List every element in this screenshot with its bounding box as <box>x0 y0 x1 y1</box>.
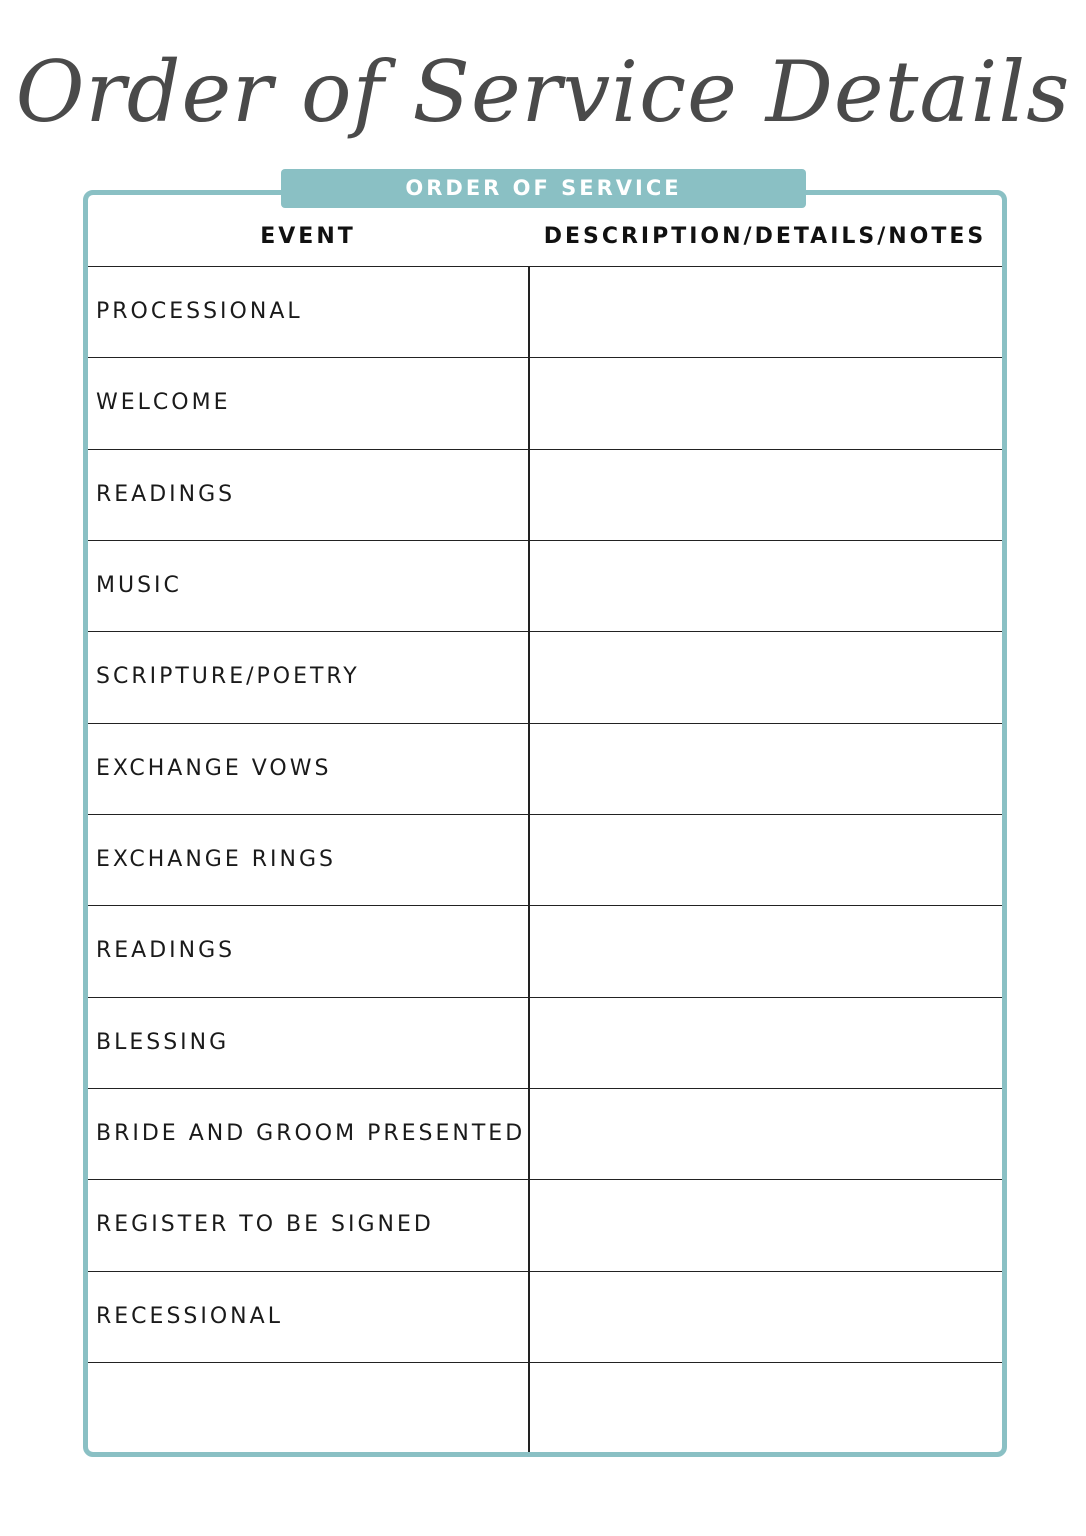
event-cell: EXCHANGE VOWS <box>96 755 332 781</box>
notes-cell[interactable] <box>528 724 1002 814</box>
table-row <box>88 1362 1002 1453</box>
table-row <box>88 266 1002 357</box>
table-body <box>88 266 1002 1453</box>
table-row <box>88 997 1002 1088</box>
notes-cell[interactable] <box>528 815 1002 905</box>
event-cell: RECESSIONAL <box>96 1303 283 1329</box>
event-cell: READINGS <box>96 938 236 964</box>
event-cell: READINGS <box>96 481 236 507</box>
table-row <box>88 814 1002 905</box>
event-cell: REGISTER TO BE SIGNED <box>96 1212 434 1238</box>
table-row <box>88 1179 1002 1270</box>
notes-cell[interactable] <box>528 450 1002 540</box>
notes-cell[interactable] <box>528 1363 1002 1453</box>
header-description: DESCRIPTION/DETAILS/NOTES <box>543 224 987 249</box>
page-title: Order of Service Details <box>15 43 1071 141</box>
table-row <box>88 357 1002 448</box>
event-cell: BLESSING <box>96 1029 230 1055</box>
table-row <box>88 905 1002 996</box>
table-row <box>88 540 1002 631</box>
table-row <box>88 723 1002 814</box>
notes-cell[interactable] <box>528 541 1002 631</box>
event-cell: SCRIPTURE/POETRY <box>96 664 360 690</box>
notes-cell[interactable] <box>528 1089 1002 1179</box>
event-cell: PROCESSIONAL <box>96 299 303 324</box>
notes-cell[interactable] <box>528 267 1002 357</box>
event-cell: BRIDE AND GROOM PRESENTED <box>96 1120 526 1146</box>
table-row <box>88 1271 1002 1362</box>
notes-cell[interactable] <box>528 632 1002 722</box>
event-cell: WELCOME <box>96 390 231 416</box>
notes-cell[interactable] <box>528 906 1002 996</box>
event-cell: MUSIC <box>96 572 182 598</box>
notes-cell[interactable] <box>528 358 1002 448</box>
order-table-frame <box>83 190 1007 1457</box>
section-banner: ORDER OF SERVICE <box>281 169 806 208</box>
notes-cell[interactable] <box>528 998 1002 1088</box>
header-event: EVENT <box>260 224 356 249</box>
table-row <box>88 631 1002 722</box>
table-row <box>88 1088 1002 1179</box>
table-row <box>88 449 1002 540</box>
event-cell: EXCHANGE RINGS <box>96 846 336 872</box>
notes-cell[interactable] <box>528 1272 1002 1362</box>
notes-cell[interactable] <box>528 1180 1002 1270</box>
